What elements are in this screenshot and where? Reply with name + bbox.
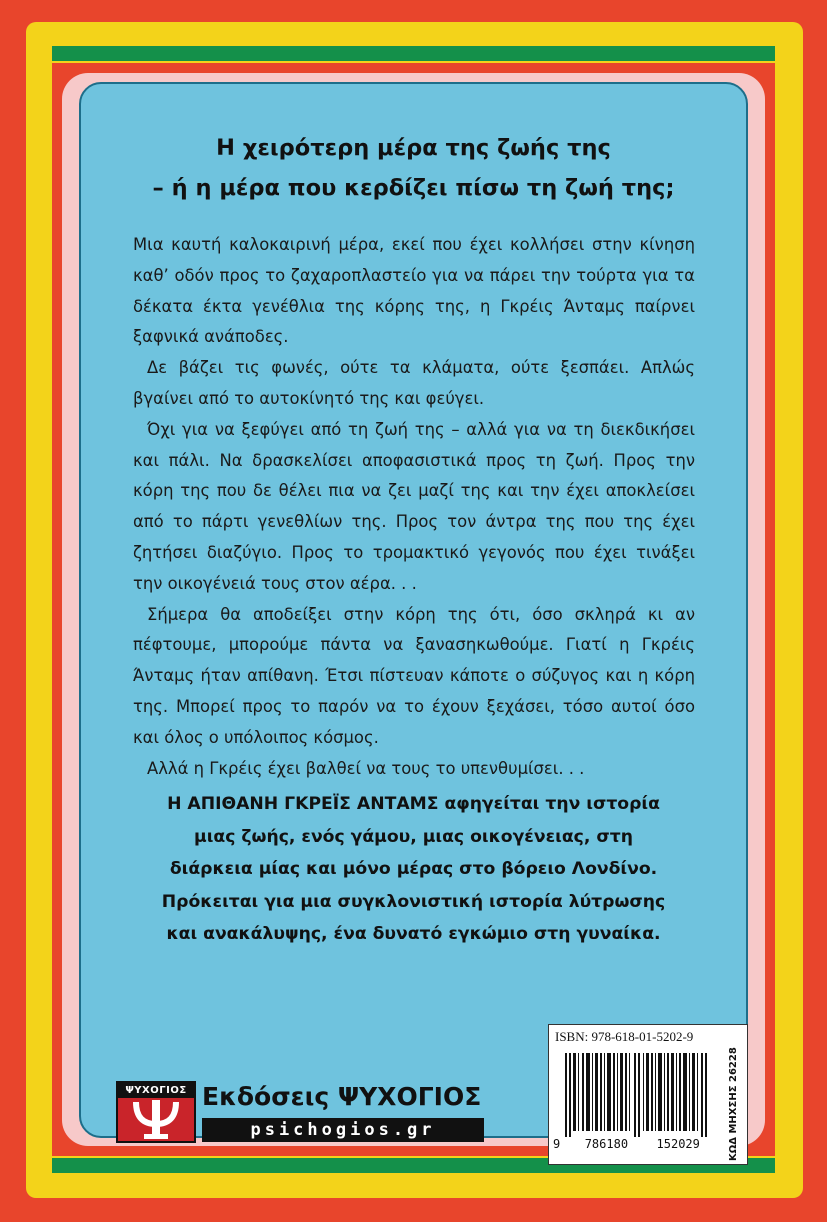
barcode-bars <box>563 1053 713 1137</box>
barcode-box <box>548 1024 748 1165</box>
logo-wordmark: ΨΥΧΟΓΙΟΣ <box>118 1083 194 1098</box>
blurb-paragraph-1: Μια καυτή καλοκαιρινή μέρα, εκεί που έχει κολλήσει στην κίνηση καθ’ οδόν προς το ζαχαροπλαστείο για να πάρει την τούρτα για τα δέκατα έκτα γενέθλια της κόρης της, η Γκρέις Άνταμς παίρνει ξαφνικά ανάποδες. <box>133 235 695 347</box>
summary-block <box>110 788 717 951</box>
summary-line-1: Η ΑΠΙΘΑΝΗ ΓΚΡΕΪΣ ΑΝΤΑΜΣ αφηγείται την ιστορία <box>167 794 660 814</box>
top-green-stripe <box>52 46 775 61</box>
blurb-paragraph-2: Δε βάζει τις φωνές, ούτε τα κλάματα, ούτε ξεσπάει. Απλώς βγαίνει από το αυτοκίνητό της και φεύγει. <box>133 358 695 408</box>
summary-line-4: Πρόκειται για μια συγκλονιστική ιστορία λύτρωσης <box>161 891 666 912</box>
publisher-name: Εκδόσεις ΨΥΧΟΓΙΟΣ <box>202 1082 482 1111</box>
headline-line-1: Η χειρότερη μέρα της ζωής της <box>216 135 611 161</box>
isbn-label: ISBN: 978-618-01-5202-9 <box>555 1029 694 1044</box>
product-code: ΚΩΔ ΜΗΧΣΗΣ 26228 <box>728 1047 739 1161</box>
barcode-digit-lead: 9 <box>553 1137 561 1151</box>
blurb-paragraph-4: Σήμερα θα αποδείξει στην κόρη της ότι, όσο σκληρά κι αν πέφτουμε, μπορούμε πάντα να ξανασηκωθούμε. Γιατί η Γκρέις Άνταμς ήταν απίθανη. Έτσι πίστευαν κάποτε ο σύζυγος και η κόρη της. Μπορεί προς το παρόν να το έχουν ξεχάσει, τόσο αυτοί όσο και όλος ο υπόλοιπος κόσμος. <box>133 604 695 747</box>
publisher-block <box>116 1080 488 1146</box>
barcode-digit-group-2: 152029 <box>656 1137 700 1151</box>
barcode-digits <box>553 1137 721 1151</box>
publisher-logo <box>116 1081 196 1143</box>
blurb-paragraph-5: Αλλά η Γκρέις έχει βαλθεί να τους το υπενθυμίσει. . . <box>147 758 585 778</box>
summary-line-5: και ανακάλυψης, ένα δυνατό εγκώμιο στη γυναίκα. <box>166 924 661 944</box>
psi-icon <box>132 1100 180 1140</box>
publisher-url: psichogios.gr <box>202 1118 484 1142</box>
headline-line-2: – ή η μέρα που κερδίζει πίσω τη ζωή της; <box>152 175 675 201</box>
headline <box>79 128 748 208</box>
barcode-digit-group-1: 786180 <box>584 1137 629 1151</box>
summary-line-3: διάρκεια μίας και μόνο μέρας στο βόρειο Λονδίνο. <box>169 859 658 879</box>
summary-line-2: μιας ζωής, ενός γάμου, μιας οικογένειας, στη <box>194 826 633 847</box>
blurb-body <box>133 230 695 784</box>
blurb-paragraph-3: Όχι για να ξεφύγει από τη ζωή της – αλλά για να τη διεκδικήσει και πάλι. Να δρασκελίσει αποφασιστικά προς τη ζωή. Προς την κόρη της που δε θέλει πια να ζει μαζί της και την έχει αποκλείσει από το πάρτι γενεθλίων της. Προς τον άντρα της που της έχει ζητήσει διαζύγιο. Προς το τρομακτικό γεγονός που έχει τινάξει την οικογένειά τους στον αέρα. . . <box>133 419 695 593</box>
